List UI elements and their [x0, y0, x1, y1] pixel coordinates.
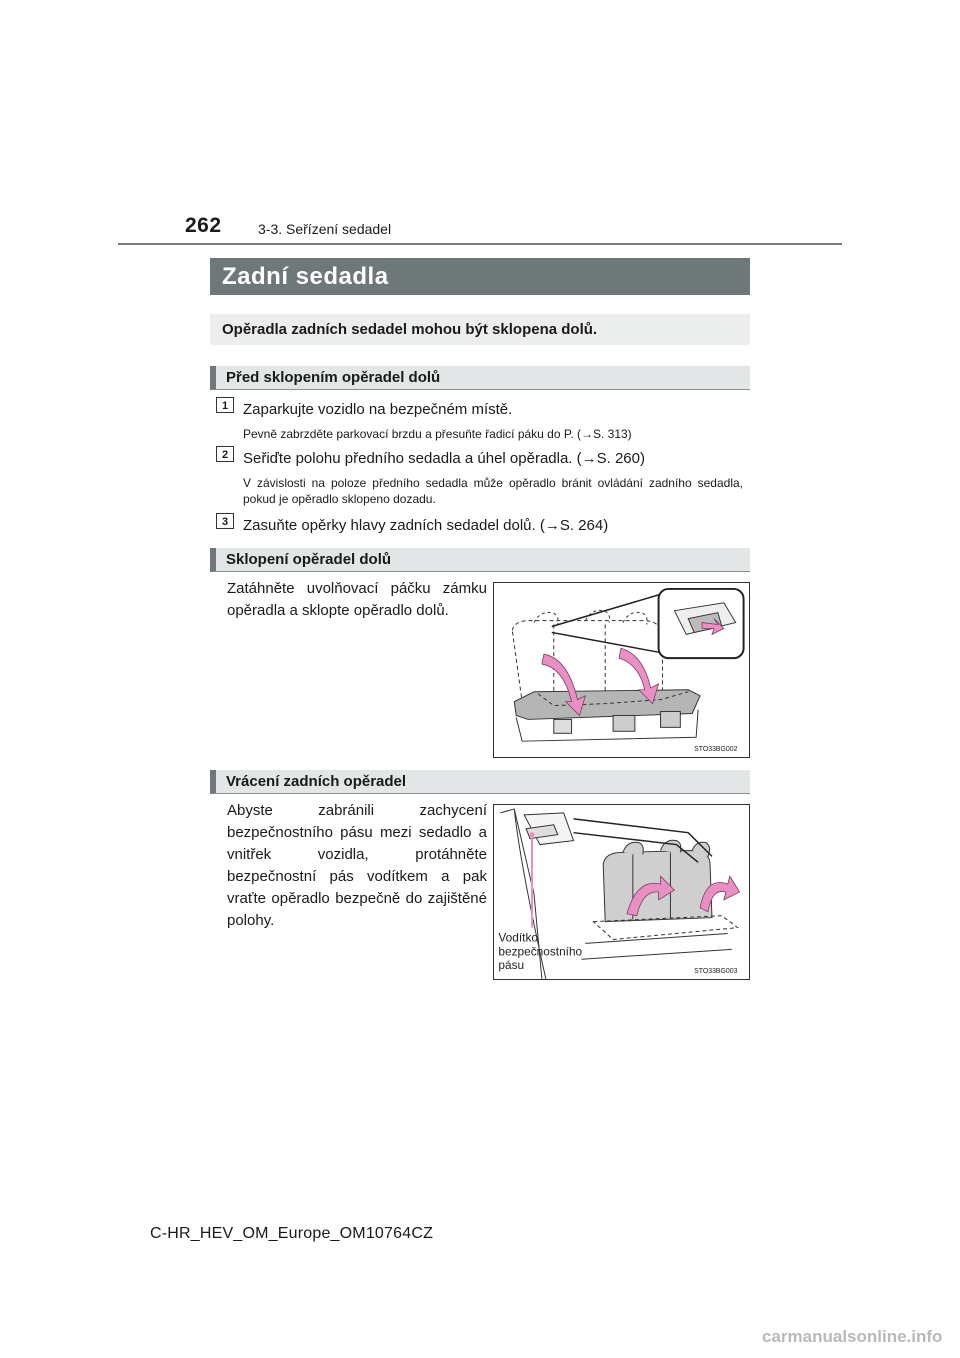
fold-figure — [493, 582, 750, 758]
step-note: V závislosti na poloze předního sedadla může opěradlo bránit ovládání zadního sedadla, pokud je opěradlo sklopeno dozadu. — [243, 476, 743, 506]
belt-guide-label-1: Vodítko — [498, 930, 538, 945]
belt-guide-label-3: pásu — [498, 958, 525, 973]
belt-guide-label-2: bezpečnostního — [498, 944, 583, 959]
section-heading-return: Vrácení zadních opěradel — [210, 770, 750, 794]
step-text: Seřiďte polohu předního sedadla a úhel opěradla. (→S. 260) — [243, 450, 645, 467]
fold-instructions: Zatáhněte uvolňovací páčku zámku opěradla a sklopte opěradlo dolů. — [227, 580, 487, 619]
intro-box: Opěradla zadních sedadel mohou být sklopena dolů. — [210, 314, 750, 345]
return-figure — [493, 804, 750, 980]
fold-illustration — [494, 583, 749, 757]
step-text: Zaparkujte vozidlo na bezpečném místě. — [243, 401, 513, 418]
figure-code: STO33BG003 — [694, 968, 738, 976]
watermark-logo — [760, 1320, 956, 1350]
section-heading-fold: Sklopení opěradel dolů — [210, 548, 750, 572]
step-number: 3 — [216, 513, 234, 529]
chapter-title: 3-3. Seřízení sedadel — [258, 221, 392, 237]
return-illustration — [494, 805, 749, 979]
step-number: 2 — [216, 446, 234, 462]
page-number: 262 — [185, 214, 222, 237]
step-text: Zasuňte opěrky hlavy zadních sedadel dolů. (→S. 264) — [243, 517, 609, 534]
section-heading-before: Před sklopením opěradel dolů — [210, 366, 750, 390]
return-instructions: Abyste zabránili zachycení bezpečnostního pásu mezi sedadlo a vnitřek vozidla, protáhněte bezpečnostní pás vodítkem a pak vraťte opěradlo bezpečně do zajištěné polohy. — [227, 802, 487, 929]
step-number: 1 — [216, 397, 234, 413]
document-footer: C-HR_HEV_OM_Europe_OM10764CZ — [150, 1225, 434, 1242]
step-note: Pevně zabrzděte parkovací brzdu a přesuňte řadicí páku do P. (→S. 313) — [243, 427, 632, 441]
figure-code: STO33BG002 — [694, 746, 738, 754]
header-rule — [118, 243, 842, 245]
watermark-text: carmanualsonline.info — [762, 1327, 943, 1346]
page-title: Zadní sedadla — [210, 258, 750, 295]
